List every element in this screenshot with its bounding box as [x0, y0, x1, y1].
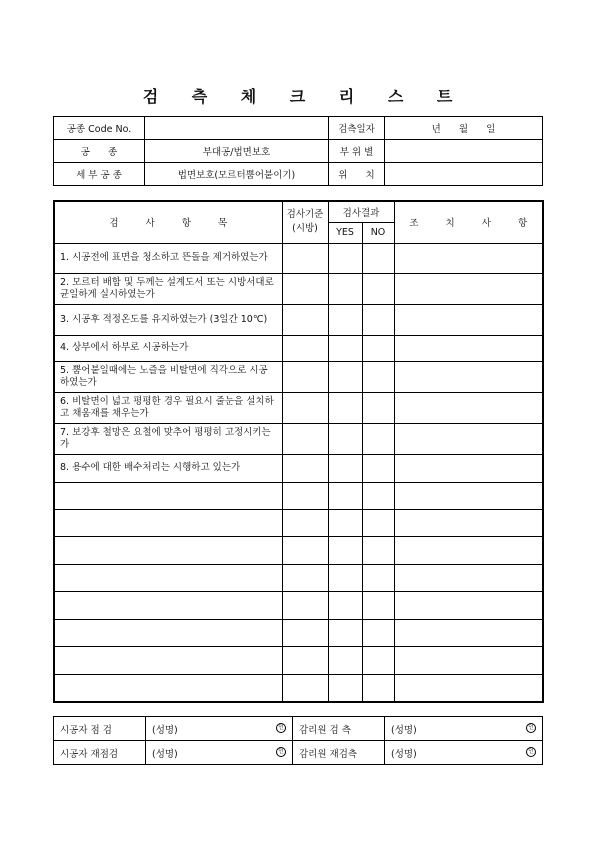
- no-cell[interactable]: [362, 509, 394, 536]
- checklist-row: [54, 646, 543, 674]
- header-item: 검 사 항 목: [54, 201, 282, 243]
- checklist-row: [54, 243, 543, 273]
- standard-cell[interactable]: [282, 619, 328, 646]
- no-cell[interactable]: [362, 619, 394, 646]
- action-cell[interactable]: [394, 243, 543, 273]
- no-cell[interactable]: [362, 591, 394, 619]
- yes-cell[interactable]: [328, 619, 362, 646]
- yes-cell[interactable]: [328, 674, 362, 702]
- checklist-row: [54, 335, 543, 361]
- checklist-item-text: 7. 보강후 철망은 요철에 맞추어 평평히 고정시키는가: [54, 423, 282, 454]
- yes-cell[interactable]: [328, 482, 362, 509]
- checklist-row: [54, 361, 543, 392]
- checklist-row: [54, 591, 543, 619]
- standard-cell[interactable]: [282, 674, 328, 702]
- standard-cell[interactable]: [282, 361, 328, 392]
- work-type-field[interactable]: 부대공/법면보호: [145, 140, 329, 163]
- checklist-item-text: [54, 564, 282, 591]
- location-field[interactable]: [385, 163, 543, 186]
- standard-cell[interactable]: [282, 536, 328, 564]
- checklist-row: [54, 509, 543, 536]
- checklist-item-text: 4. 상부에서 하부로 시공하는가: [54, 335, 282, 361]
- checklist-item-text: [54, 646, 282, 674]
- checklist-row: [54, 536, 543, 564]
- code-field[interactable]: [145, 117, 329, 140]
- header-action: 조 치 사 항: [394, 201, 543, 243]
- no-cell[interactable]: [362, 536, 394, 564]
- yes-cell[interactable]: [328, 243, 362, 273]
- standard-cell[interactable]: [282, 304, 328, 335]
- standard-cell[interactable]: [282, 335, 328, 361]
- seal-icon: 인: [276, 723, 286, 733]
- standard-cell[interactable]: [282, 646, 328, 674]
- action-cell[interactable]: [394, 674, 543, 702]
- seal-icon: 인: [526, 723, 536, 733]
- yes-cell[interactable]: [328, 335, 362, 361]
- action-cell[interactable]: [394, 564, 543, 591]
- checklist-item-text: 6. 비탈면이 넓고 평평한 경우 필요시 줄눈을 설치하고 채움재를 채우는가: [54, 392, 282, 423]
- yes-cell[interactable]: [328, 361, 362, 392]
- checklist-item-text: [54, 619, 282, 646]
- checklist-item-text: [54, 591, 282, 619]
- standard-cell[interactable]: [282, 591, 328, 619]
- yes-cell[interactable]: [328, 392, 362, 423]
- yes-cell[interactable]: [328, 304, 362, 335]
- checklist-row: [54, 454, 543, 482]
- header-no: NO: [362, 222, 394, 243]
- action-cell[interactable]: [394, 273, 543, 304]
- action-cell[interactable]: [394, 646, 543, 674]
- checklist-row: [54, 423, 543, 454]
- detail-field[interactable]: 법면보호(모르터뿜어붙이기): [145, 163, 329, 186]
- date-field[interactable]: 년 월 일: [385, 117, 543, 140]
- checklist-row: [54, 273, 543, 304]
- standard-cell[interactable]: [282, 423, 328, 454]
- code-label: 공종 Code No.: [54, 117, 145, 140]
- name-placeholder: (성명): [391, 724, 417, 736]
- no-cell[interactable]: [362, 335, 394, 361]
- action-cell[interactable]: [394, 361, 543, 392]
- checklist-row: [54, 482, 543, 509]
- action-cell[interactable]: [394, 591, 543, 619]
- name-placeholder: (성명): [152, 748, 178, 760]
- name-placeholder: (성명): [391, 748, 417, 760]
- no-cell[interactable]: [362, 361, 394, 392]
- standard-cell[interactable]: [282, 482, 328, 509]
- no-cell[interactable]: [362, 482, 394, 509]
- seal-icon: 인: [276, 747, 286, 757]
- header-result: 검사결과: [328, 201, 394, 222]
- standard-cell[interactable]: [282, 392, 328, 423]
- sign-table: [53, 716, 543, 765]
- seal-icon: 인: [526, 747, 536, 757]
- supervisor-recheck-name[interactable]: [385, 741, 543, 765]
- standard-cell[interactable]: [282, 564, 328, 591]
- checklist-item-text: [54, 674, 282, 702]
- checklist-row: [54, 619, 543, 646]
- no-cell[interactable]: [362, 243, 394, 273]
- standard-cell[interactable]: [282, 454, 328, 482]
- checklist-row: [54, 564, 543, 591]
- info-table: [53, 116, 543, 186]
- name-placeholder: (성명): [152, 724, 178, 736]
- no-cell[interactable]: [362, 674, 394, 702]
- work-type-label: 공 종: [54, 140, 145, 163]
- no-cell[interactable]: [362, 423, 394, 454]
- checklist-item-text: 8. 용수에 대한 배수처리는 시행하고 있는가: [54, 454, 282, 482]
- header-yes: YES: [328, 222, 362, 243]
- checklist-item-text: 5. 뿜어붙일때에는 노즐을 비탈면에 직각으로 시공 하였는가: [54, 361, 282, 392]
- detail-label: 세 부 공 종: [54, 163, 145, 186]
- no-cell[interactable]: [362, 392, 394, 423]
- yes-cell[interactable]: [328, 423, 362, 454]
- standard-cell[interactable]: [282, 273, 328, 304]
- action-cell[interactable]: [394, 536, 543, 564]
- contractor-recheck-label: 시공자 재점검: [54, 741, 146, 765]
- contractor-check-label: 시공자 점 검: [54, 717, 146, 741]
- contractor-recheck-name[interactable]: [146, 741, 293, 765]
- yes-cell[interactable]: [328, 536, 362, 564]
- action-cell[interactable]: [394, 304, 543, 335]
- location-label: 위 치: [329, 163, 385, 186]
- no-cell[interactable]: [362, 454, 394, 482]
- no-cell[interactable]: [362, 273, 394, 304]
- no-cell[interactable]: [362, 304, 394, 335]
- action-cell[interactable]: [394, 482, 543, 509]
- contractor-check-name[interactable]: [146, 717, 293, 741]
- standard-cell[interactable]: [282, 243, 328, 273]
- action-cell[interactable]: [394, 423, 543, 454]
- header-standard-line1: 검사기준: [286, 209, 324, 221]
- page-title: 검 측 체 크 리 스 트: [142, 87, 467, 106]
- checklist-item-text: [54, 482, 282, 509]
- checklist-item-text: [54, 536, 282, 564]
- action-cell[interactable]: [394, 335, 543, 361]
- checklist-row: [54, 392, 543, 423]
- checklist-item-text: 3. 시공후 적정온도를 유지하였는가 (3일간 10℃): [54, 304, 282, 335]
- checklist-row: [54, 674, 543, 702]
- yes-cell[interactable]: [328, 273, 362, 304]
- part-label: 부 위 별: [329, 140, 385, 163]
- header-standard: [282, 201, 328, 243]
- action-cell[interactable]: [394, 392, 543, 423]
- supervisor-check-label: 감리원 검 측: [293, 717, 385, 741]
- checklist-table: [53, 200, 544, 703]
- part-field[interactable]: [385, 140, 543, 163]
- supervisor-recheck-label: 감리원 재검측: [293, 741, 385, 765]
- yes-cell[interactable]: [328, 454, 362, 482]
- checklist-item-text: 1. 시공전에 표면을 청소하고 뜬돌을 제거하였는가: [54, 243, 282, 273]
- yes-cell[interactable]: [328, 509, 362, 536]
- standard-cell[interactable]: [282, 509, 328, 536]
- action-cell[interactable]: [394, 509, 543, 536]
- action-cell[interactable]: [394, 454, 543, 482]
- checklist-row: [54, 304, 543, 335]
- yes-cell[interactable]: [328, 591, 362, 619]
- no-cell[interactable]: [362, 646, 394, 674]
- yes-cell[interactable]: [328, 564, 362, 591]
- supervisor-check-name[interactable]: [385, 717, 543, 741]
- date-label: 검측일자: [329, 117, 385, 140]
- checklist-item-text: [54, 509, 282, 536]
- checklist-item-text: 2. 모르터 배합 및 두께는 설계도서 또는 시방서대로 균일하게 실시하였는가: [54, 273, 282, 304]
- action-cell[interactable]: [394, 619, 543, 646]
- yes-cell[interactable]: [328, 646, 362, 674]
- no-cell[interactable]: [362, 564, 394, 591]
- header-standard-line2: (시방): [292, 223, 318, 235]
